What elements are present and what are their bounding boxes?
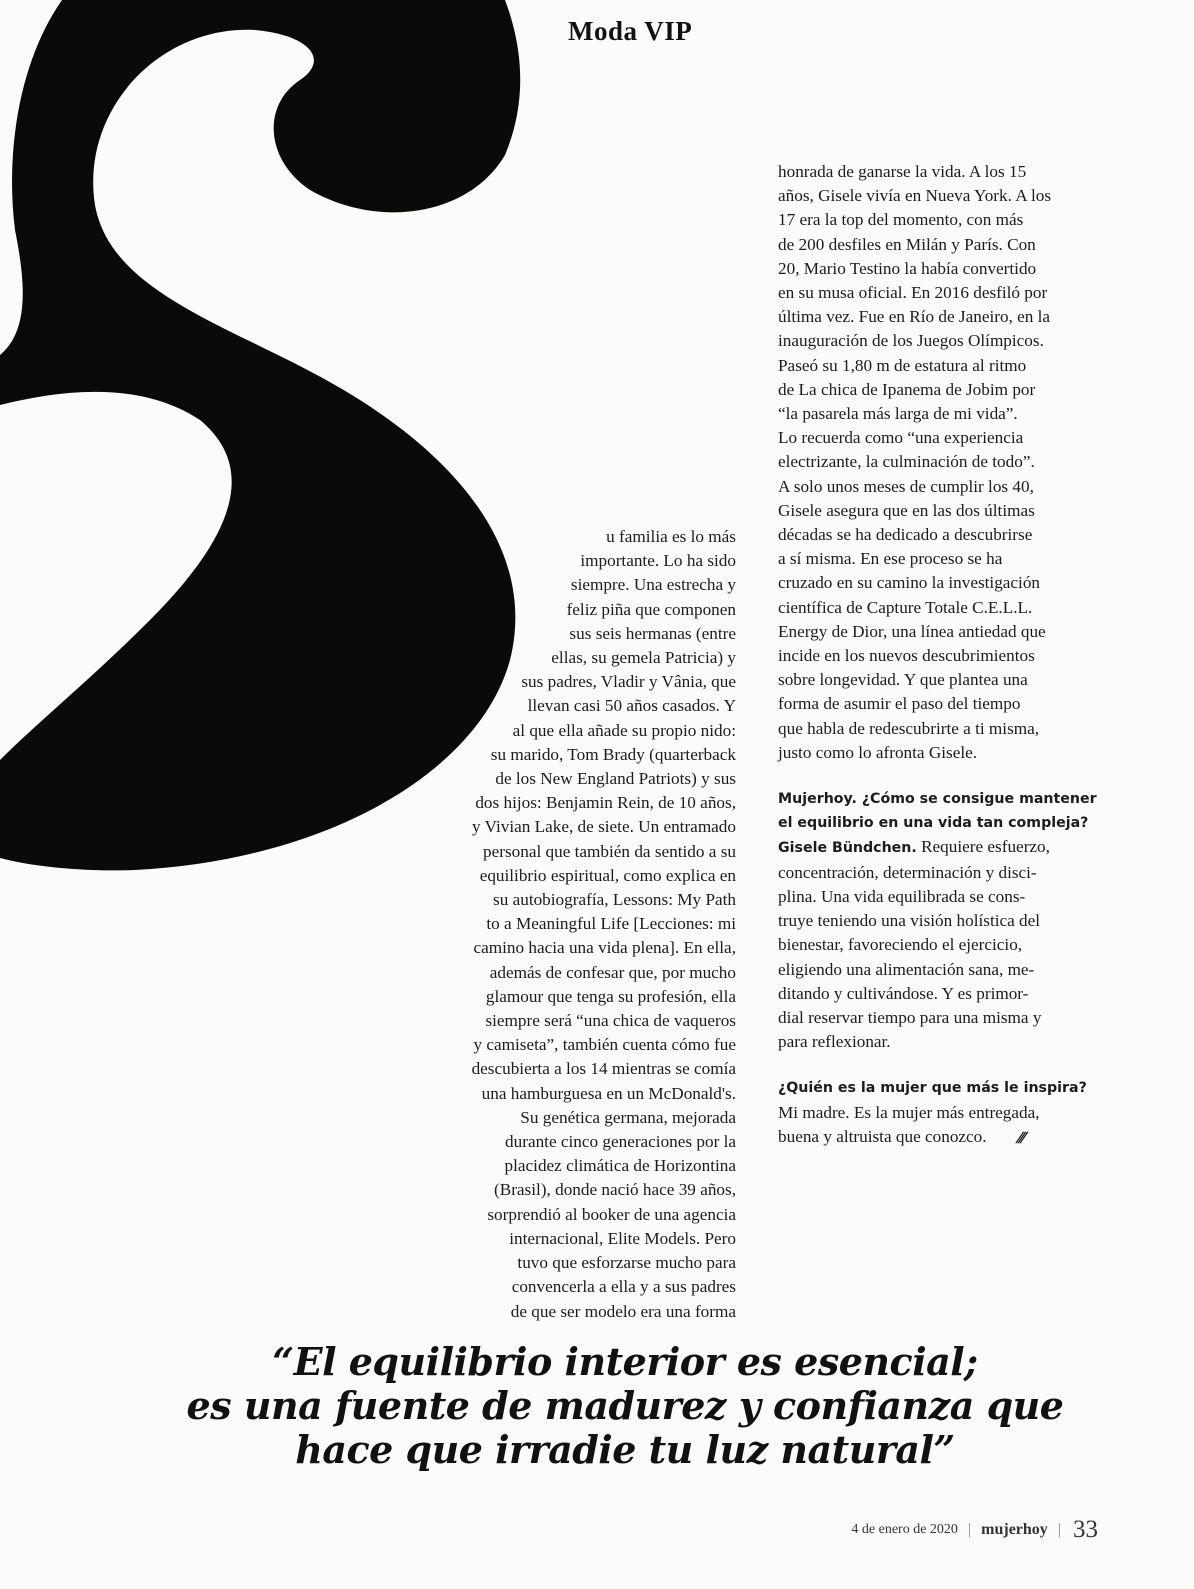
body-line: truye teniendo una visión holística del: [778, 911, 1041, 931]
body-line: sobre longevidad. Y que plantea una: [778, 670, 1028, 690]
body-line: y Vivian Lake, de siete. Un entramado: [471, 817, 736, 837]
body-line: electrizante, la culminación de todo”.: [778, 452, 1035, 472]
body-line: internacional, Elite Models. Pero: [509, 1228, 736, 1248]
interview-question: Mujerhoy. ¿Cómo se consigue mantener: [778, 791, 1097, 808]
body-line: justo como lo afronta Gisele.: [778, 742, 978, 762]
interview-answer-first-line: [778, 835, 1098, 860]
body-line: que habla de redescubrirte a ti misma,: [778, 718, 1040, 738]
body-line: feliz piña que componen: [566, 599, 736, 619]
article-end-mark-icon: ///: [1013, 1129, 1026, 1146]
body-line: equilibrio espiritual, como explica en: [479, 865, 736, 885]
body-line: su marido, Tom Brady (quarterback: [490, 744, 736, 764]
body-line-final: [778, 1125, 1098, 1150]
body-line: décadas se ha dedicado a descubrirse: [778, 525, 1033, 545]
body-line: durante cinco generaciones por la: [505, 1132, 736, 1152]
body-line: plina. Una vida equilibrada se cons-: [778, 886, 1026, 906]
pull-quote-line: hace que irradie tu luz natural”: [295, 1427, 955, 1472]
footer-separator: |: [1057, 1521, 1061, 1538]
magazine-brand: mujerhoy: [981, 1521, 1048, 1538]
body-line: dial reservar tiempo para una misma y: [778, 1007, 1042, 1027]
body-line: ellas, su gemela Patricia) y: [551, 648, 736, 668]
body-line: llevan casi 50 años casados. Y: [527, 696, 736, 716]
body-line: Mi madre. Es la mujer más entregada,: [778, 1102, 1040, 1122]
body-line: cruzado en su camino la investigación: [778, 573, 1041, 593]
body-line: última vez. Fue en Río de Janeiro, en la: [778, 307, 1051, 327]
interview-question: ¿Quién es la mujer que más le inspira?: [778, 1080, 1087, 1097]
body-line: incide en los nuevos descubrimientos: [778, 646, 1035, 666]
answer-text: Requiere esfuerzo,: [916, 837, 1050, 857]
body-line: A solo unos meses de cumplir los 40,: [778, 476, 1034, 496]
body-line: 20, Mario Testino la había convertido: [778, 258, 1037, 278]
body-line: científica de Capture Totale C.E.L.L.: [778, 597, 1033, 617]
body-line: de los New England Patriots) y sus: [495, 769, 736, 789]
pull-quote: [120, 1340, 1130, 1472]
body-line: descubierta a los 14 mientras se comía: [471, 1059, 736, 1079]
answer-text: buena y altruista que conozco.: [778, 1126, 987, 1146]
body-line: para reflexionar.: [778, 1032, 891, 1052]
page-footer: [851, 1516, 1098, 1544]
body-line: Gisele asegura que en las dos últimas: [778, 500, 1035, 520]
article-column-right: [778, 160, 1098, 1150]
body-line: años, Gisele vivía en Nueva York. A los: [778, 186, 1052, 206]
body-line: al que ella añade su propio nido:: [512, 720, 736, 740]
pull-quote-line: es una fuente de madurez y confianza que: [186, 1383, 1064, 1428]
body-line: en su musa oficial. En 2016 desfiló por: [778, 283, 1048, 303]
body-line: glamour que tenga su profesión, ella: [485, 986, 736, 1006]
pull-quote-line: “El equilibrio interior es esencial;: [272, 1339, 978, 1384]
body-line: tuvo que esforzarse mucho para: [517, 1253, 736, 1273]
body-line: ditando y cultivándose. Y es primor-: [778, 983, 1029, 1003]
interview-question: el equilibrio en una vida tan compleja?: [778, 815, 1089, 832]
footer-separator: |: [967, 1521, 972, 1538]
body-line: importante. Lo ha sido: [580, 551, 736, 571]
body-line: de 200 desfiles en Milán y París. Con: [778, 234, 1036, 254]
page-number: 33: [1073, 1516, 1098, 1543]
body-line: to a Meaningful Life [Lecciones: mi: [486, 914, 736, 934]
body-line: placidez climática de Horizontina: [504, 1156, 736, 1176]
body-line: y camiseta”, también cuenta cómo fue: [473, 1035, 736, 1055]
body-line: 17 era la top del momento, con más: [778, 210, 1024, 230]
body-line: honrada de ganarse la vida. A los 15: [778, 162, 1027, 181]
interview-speaker: Gisele Bündchen.: [778, 840, 917, 857]
issue-date: 4 de enero de 2020: [851, 1522, 958, 1537]
body-line: Paseó su 1,80 m de estatura al ritmo: [778, 355, 1027, 375]
body-line: concentración, determinación y disci-: [778, 862, 1037, 882]
body-line: bienestar, favoreciendo el ejercicio,: [778, 935, 1023, 955]
body-line: sorprendió al booker de una agencia: [487, 1204, 736, 1224]
article-column-left: [300, 525, 736, 1324]
body-line: dos hijos: Benjamin Rein, de 10 años,: [475, 793, 736, 813]
body-line: Su genética germana, mejorada: [520, 1107, 736, 1127]
body-line: Energy de Dior, una línea antiedad que: [778, 621, 1046, 641]
body-line: Lo recuerda como “una experiencia: [778, 428, 1024, 448]
body-line: una hamburguesa en un McDonald's.: [481, 1083, 736, 1103]
body-line: siempre será “una chica de vaqueros: [485, 1011, 736, 1031]
body-line: convencerla a ella y a sus padres: [511, 1277, 736, 1297]
body-line: camino hacia una vida plena]. En ella,: [473, 938, 736, 958]
body-line: además de confesar que, por mucho: [489, 962, 736, 982]
body-line: forma de asumir el paso del tiempo: [778, 694, 1021, 714]
body-line: sus padres, Vladir y Vânia, que: [521, 672, 736, 692]
body-line: eligiendo una alimentación sana, me-: [778, 959, 1035, 979]
body-line: “la pasarela más larga de mi vida”.: [778, 404, 1018, 424]
body-line: personal que también da sentido a su: [483, 841, 736, 861]
body-line: de La chica de Ipanema de Jobim por: [778, 379, 1036, 399]
body-line: inauguración de los Juegos Olímpicos.: [778, 331, 1044, 351]
body-line: u familia es lo más: [606, 527, 736, 546]
body-line: (Brasil), donde nació hace 39 años,: [494, 1180, 736, 1200]
body-line: a sí misma. En ese proceso se ha: [778, 549, 1003, 569]
section-title: Moda VIP: [568, 16, 693, 46]
body-line: de que ser modelo era una forma: [510, 1301, 736, 1321]
body-line: su autobiografía, Lessons: My Path: [493, 890, 736, 910]
body-line: siempre. Una estrecha y: [570, 575, 736, 595]
body-line: sus seis hermanas (entre: [569, 623, 736, 643]
